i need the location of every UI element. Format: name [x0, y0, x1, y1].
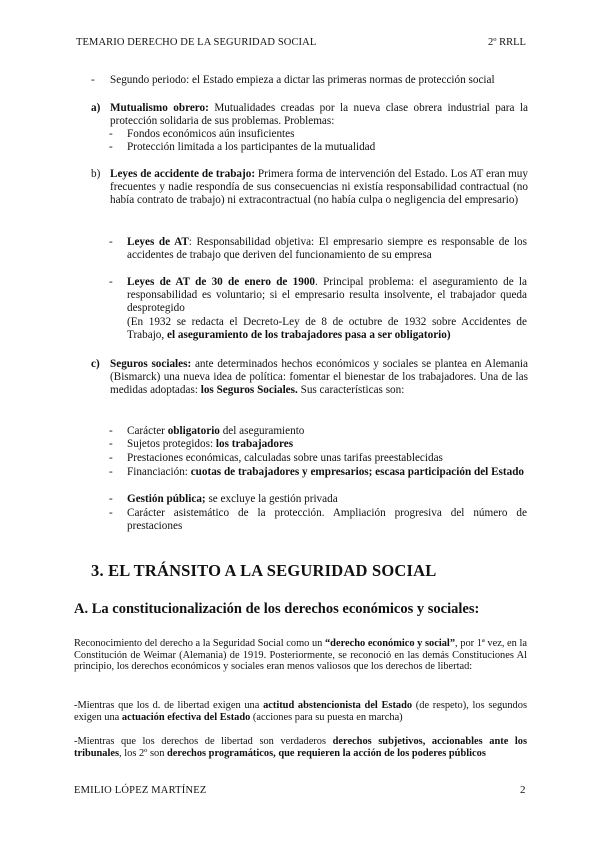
- section-a-item: Protección limitada a los participantes de la mutualidad: [127, 141, 376, 153]
- section-a-text: Mutualidades creadas por la nueva clase obrera industrial para la protección solidaria de sus problemas. Problemas:: [110, 102, 528, 128]
- section-a-item: Fondos económicos aún insuficientes: [127, 128, 295, 140]
- section-c-item: [127, 466, 527, 479]
- section-c-marker: c): [91, 358, 100, 370]
- bullet-dash: -: [109, 276, 113, 288]
- intro-item-text: Segundo periodo: el Estado empieza a dictar las primeras normas de protección social: [110, 74, 495, 86]
- sub2-note-bold: el aseguramiento de los trabajadores pasa a ser obligatorio): [167, 328, 451, 341]
- section-c-item: [127, 452, 527, 465]
- item-bold: cuotas de trabajadores y empresarios; escasa participación del Estado: [190, 466, 525, 478]
- para3-bold2: derechos programáticos, que requieren la acción de los poderes públicos: [167, 747, 486, 759]
- item-post: se excluye la gestión privada: [205, 493, 338, 505]
- sub2-bold: Leyes de AT de 30 de enero de 1900: [127, 276, 316, 288]
- section-b-marker: b): [91, 168, 101, 180]
- sub1-bold: Leyes de AT: [127, 236, 189, 248]
- item-bold: Gestión pública;: [127, 493, 206, 505]
- para1-pre: Reconocimiento del derecho a la Seguridad Social como un: [74, 638, 325, 649]
- bullet-dash: -: [109, 466, 113, 478]
- paragraph-2: [74, 700, 527, 723]
- paragraph-1: [74, 638, 527, 673]
- section-c-title: Seguros sociales:: [110, 358, 192, 370]
- section-c-paragraph: [110, 358, 528, 398]
- item-pre: Prestaciones económicas, calculadas sobre unas tarifas preestablecidas: [127, 452, 443, 464]
- item-pre: Carácter asistemático de la protección. Ampliación progresiva del número de prestaciones: [127, 507, 527, 533]
- section-b-sub1: [127, 236, 527, 262]
- section-c-text: ante determinados hechos económicos y sociales se plantea en Alemania (Bismarck) una nueva idea de política: fomentar el bienestar de los trabajadores. Una de las medidas adoptadas:: [110, 358, 528, 397]
- para3-bold1: derechos subjetivos, accionables ante los tribunales: [74, 736, 528, 759]
- subsection-heading-a: A. La constitucionalización de los derechos económicos y sociales:: [74, 601, 480, 617]
- para2-mid: (de respeto), los segundos exigen una: [74, 700, 527, 723]
- sub1-text: : Responsabilidad objetiva: El empresario siempre es responsable de los accidentes de trabajo que deriven del funcionamiento de su empresa: [127, 236, 527, 262]
- para1-bold: “derecho económico y social”: [324, 638, 456, 649]
- header-course: 2º RRLL: [488, 37, 526, 48]
- para2-bold2: actuación efectiva del Estado: [121, 711, 251, 723]
- para2-post: (acciones para su puesta en marcha): [250, 711, 403, 723]
- bullet-dash: -: [109, 493, 113, 505]
- sub2-text: . Principal problema: el aseguramiento de la responsabilidad es voluntario; si el empresario resulta insolvente, el trabajador queda desprotegido: [127, 276, 527, 315]
- bullet-dash: -: [109, 236, 113, 248]
- footer-page-number: 2: [520, 784, 526, 796]
- para3-pre: -Mientras que los derechos de libertad son verdaderos: [74, 736, 333, 747]
- bullet-dash: -: [109, 141, 113, 153]
- section-b-sub2: [127, 276, 527, 342]
- section-c-text-bold: los Seguros Sociales.: [200, 384, 298, 397]
- bullet-dash: -: [109, 425, 113, 437]
- section-a-paragraph: [110, 102, 528, 128]
- bullet-dash: -: [109, 128, 113, 140]
- section-a-title: Mutualismo obrero:: [110, 102, 209, 114]
- para2-bold1: actitud abstencionista del Estado: [263, 700, 413, 711]
- section-b-text: Primera forma de intervención del Estado. Los AT eran muy frecuentes y nadie respondía de sus consecuencias ni existía responsabilidad contractual (no había contrato de trabajo) ni extracontractual (no había culpa o negligencia del empresario): [110, 168, 528, 207]
- section-c-item: [127, 493, 527, 506]
- item-pre: Sujetos protegidos:: [127, 438, 216, 450]
- section-c-item: [127, 438, 527, 451]
- section-c-text-end: Sus características son:: [297, 384, 405, 397]
- section-a-marker: a): [91, 102, 101, 114]
- para2-pre: -Mientras que los d. de libertad exigen una: [74, 700, 264, 711]
- para3-mid: , los 2º son: [119, 747, 168, 759]
- bullet-dash: -: [91, 74, 95, 86]
- item-pre: Financiación:: [127, 466, 191, 478]
- sub2-note: (En 1932 se redacta el Decreto-Ley de 8 de octubre de 1932 sobre Accidentes de Trabajo,: [127, 315, 527, 341]
- paragraph-3: [74, 736, 527, 759]
- bullet-dash: -: [109, 438, 113, 450]
- footer-author: EMILIO LÓPEZ MARTÍNEZ: [74, 785, 207, 796]
- item-pre: Carácter: [127, 425, 168, 437]
- section-c-item: [127, 425, 527, 438]
- item-post: del aseguramiento: [219, 425, 305, 437]
- header-title: TEMARIO DERECHO DE LA SEGURIDAD SOCIAL: [76, 37, 317, 48]
- section-heading-3: 3. EL TRÁNSITO A LA SEGURIDAD SOCIAL: [91, 561, 437, 580]
- item-bold: obligatorio: [167, 425, 220, 437]
- bullet-dash: -: [109, 507, 113, 519]
- item-bold: los trabajadores: [215, 438, 294, 450]
- para1-post: , por 1ª vez, en la Constitución de Weimar (Alemania) de 1919. Posteriormente, se reconoció en las demás Constituciones Al principio, los derechos económicos y sociales eran menos valiosos que los derechos de libertad:: [74, 638, 527, 673]
- section-b-title: Leyes de accidente de trabajo:: [110, 168, 256, 180]
- section-b-paragraph: [110, 168, 528, 208]
- bullet-dash: -: [109, 452, 113, 464]
- section-c-item: [127, 507, 527, 533]
